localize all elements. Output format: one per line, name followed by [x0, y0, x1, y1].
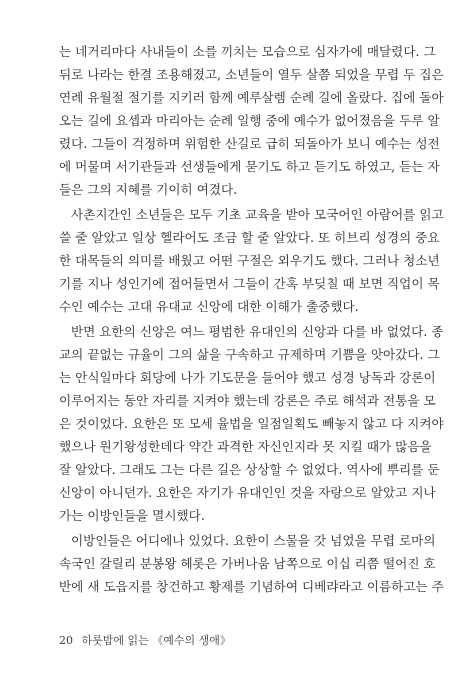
page-footer: [59, 632, 231, 648]
text-line: 는 네거리마다 사내들이 소를 끼치는 모습으로 심자가에 매달렸다. 그: [59, 44, 436, 59]
text-line: 연례 유월절 절기를 지키러 함께 예루살렘 순례 길에 올랐다. 집에 돌아: [59, 90, 444, 105]
text-line: 수인 예수는 고대 유대교 신앙에 대한 이해가 출중했다.: [59, 299, 359, 314]
page-number: 20: [59, 634, 73, 647]
text-line: 에 머물며 서기관들과 선생들에게 묻기도 하고 듣기도 하였고, 듣는 자: [59, 159, 440, 174]
text-line: 신앙이 아니던가. 요한은 자기가 유대인인 것을 자랑으로 알았고 지나: [59, 485, 436, 500]
paragraph-first-line: 반면 요한의 신앙은 여느 평범한 유대인의 신앙과 다를 바 없었다. 종: [71, 324, 444, 339]
text-line: 오는 길에 요셉과 마리아는 순례 일행 중에 예수가 없어졌음을 두루 알: [59, 113, 440, 128]
text-line: 가는 이방인들을 멸시했다.: [59, 508, 205, 523]
text-line: 한 대목들의 의미를 배웠고 어떤 구절은 외우기도 했다. 그러나 청소년: [59, 253, 440, 268]
text-line: 교의 끝없는 규율이 그의 삶을 구속하고 규제하며 기쁨을 앗아갔다. 그: [59, 347, 440, 362]
text-line: 했으나 원기왕성한데다 약간 과격한 자신인지라 못 지킬 때가 많음을: [59, 439, 432, 454]
running-title: 하룻밤에 읽는 《예수의 생애》: [81, 634, 231, 647]
paragraph-first-line: 사촌지간인 소년들은 모두 기초 교육을 받아 모국어인 아람어를 읽고: [71, 207, 444, 222]
text-line: 는 안식일마다 회당에 나가 기도문을 들어야 했고 성경 낭독과 강론이: [59, 370, 436, 385]
body-text: [59, 40, 444, 598]
text-line: 이루어지는 동안 자리를 지켜야 했는데 강론은 주로 해석과 전통을 모: [59, 393, 436, 408]
text-line: 반에 새 도읍지를 창건하고 황제를 기념하여 디베랴라고 이름하고는 주: [59, 579, 444, 594]
text-line: 속국인 갈릴리 분봉왕 헤롯은 가버나움 남쪽으로 이십 리쯤 떨어진 호: [59, 556, 436, 571]
text-line: 은 것이었다. 요한은 또 모세 율법을 일점일획도 빼놓지 않고 다 지켜야: [59, 416, 444, 431]
text-line: 들은 그의 지혜를 기이히 여겼다.: [59, 182, 238, 197]
text-line: 쓸 줄 알았고 일상 헬라어도 조금 할 줄 알았다. 또 히브리 성경의 중요: [59, 230, 440, 245]
text-line: 렸다. 그들이 걱정하며 위험한 산길로 급히 되돌아가 보니 예수는 성전: [59, 136, 440, 151]
text-line: 잘 알았다. 그래도 그는 다른 길은 상상할 수 없었다. 역사에 뿌리를 둔: [59, 462, 440, 477]
paragraph-first-line: 이방인들은 어디에나 있었다. 요한이 스물을 갓 넘었을 무렵 로마의: [71, 533, 436, 548]
text-line: 기를 지나 성인기에 접어들면서 그들이 간혹 부딪칠 때 보면 직업이 목: [59, 276, 440, 291]
text-line: 뒤로 나라는 한결 조용해졌고, 소년들이 열두 살쯤 되었을 무렵 두 집은: [59, 67, 444, 82]
